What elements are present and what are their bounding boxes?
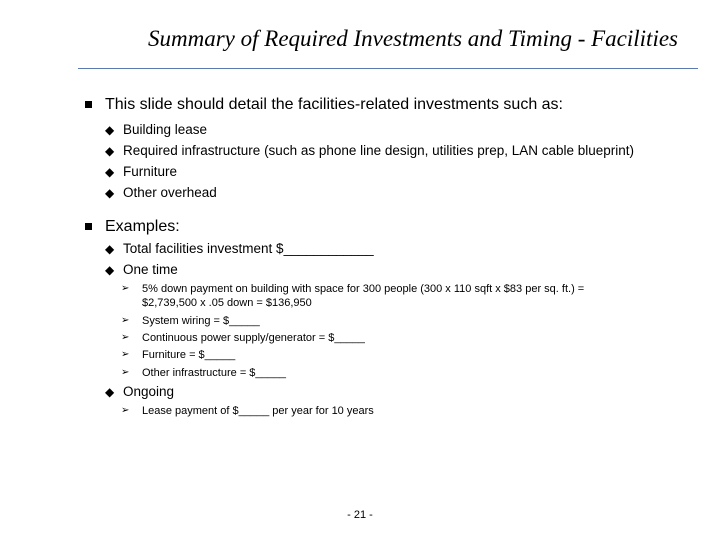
detail-text: Lease payment of $_____ per year for 10 years [142, 405, 374, 417]
sub-bullet-text: Other overhead [123, 185, 217, 200]
diamond-bullet-icon: ◆ [105, 123, 115, 137]
arrow-bullet-icon: ➢ [121, 367, 130, 378]
title-divider [78, 68, 698, 69]
sub-bullet-text: Building lease [123, 122, 208, 137]
square-bullet-icon [85, 223, 92, 230]
sub-bullet-text: Total facilities investment $____________ [123, 241, 374, 256]
bullet-text: Examples: [105, 218, 180, 235]
diamond-bullet-icon: ◆ [105, 242, 115, 256]
detail-text: 5% down payment on building with space for 300 people (300 x 110 sqft x $83 per sq. ft.) = [142, 283, 585, 295]
page-number: - 21 - [347, 509, 373, 521]
diamond-bullet-icon: ◆ [105, 263, 115, 277]
arrow-bullet-icon: ➢ [121, 332, 130, 343]
bullet-text: This slide should detail the facilities-related investments such as: [105, 96, 563, 113]
sub-bullet-text: Required infrastructure (such as phone line design, utilities prep, LAN cable blueprint) [123, 143, 635, 158]
detail-text: System wiring = $_____ [142, 315, 260, 327]
sub-bullet-text: Ongoing [123, 384, 175, 399]
detail-text-continued: $2,739,500 x .05 down = $136,950 [142, 297, 312, 309]
square-bullet-icon [85, 101, 92, 108]
slide-title: Summary of Required Investments and Timing - Facilities [148, 26, 678, 51]
sub-bullet-text: Furniture [123, 164, 178, 179]
diamond-bullet-icon: ◆ [105, 165, 115, 179]
diamond-bullet-icon: ◆ [105, 385, 115, 399]
detail-text: Other infrastructure = $_____ [142, 367, 286, 379]
arrow-bullet-icon: ➢ [121, 315, 130, 326]
diamond-bullet-icon: ◆ [105, 144, 115, 158]
sub-bullet-text: One time [123, 262, 178, 277]
arrow-bullet-icon: ➢ [121, 283, 130, 294]
arrow-bullet-icon: ➢ [121, 405, 130, 416]
diamond-bullet-icon: ◆ [105, 186, 115, 200]
detail-text: Continuous power supply/generator = $_____ [142, 332, 365, 344]
arrow-bullet-icon: ➢ [121, 349, 130, 360]
detail-text: Furniture = $_____ [142, 349, 236, 361]
